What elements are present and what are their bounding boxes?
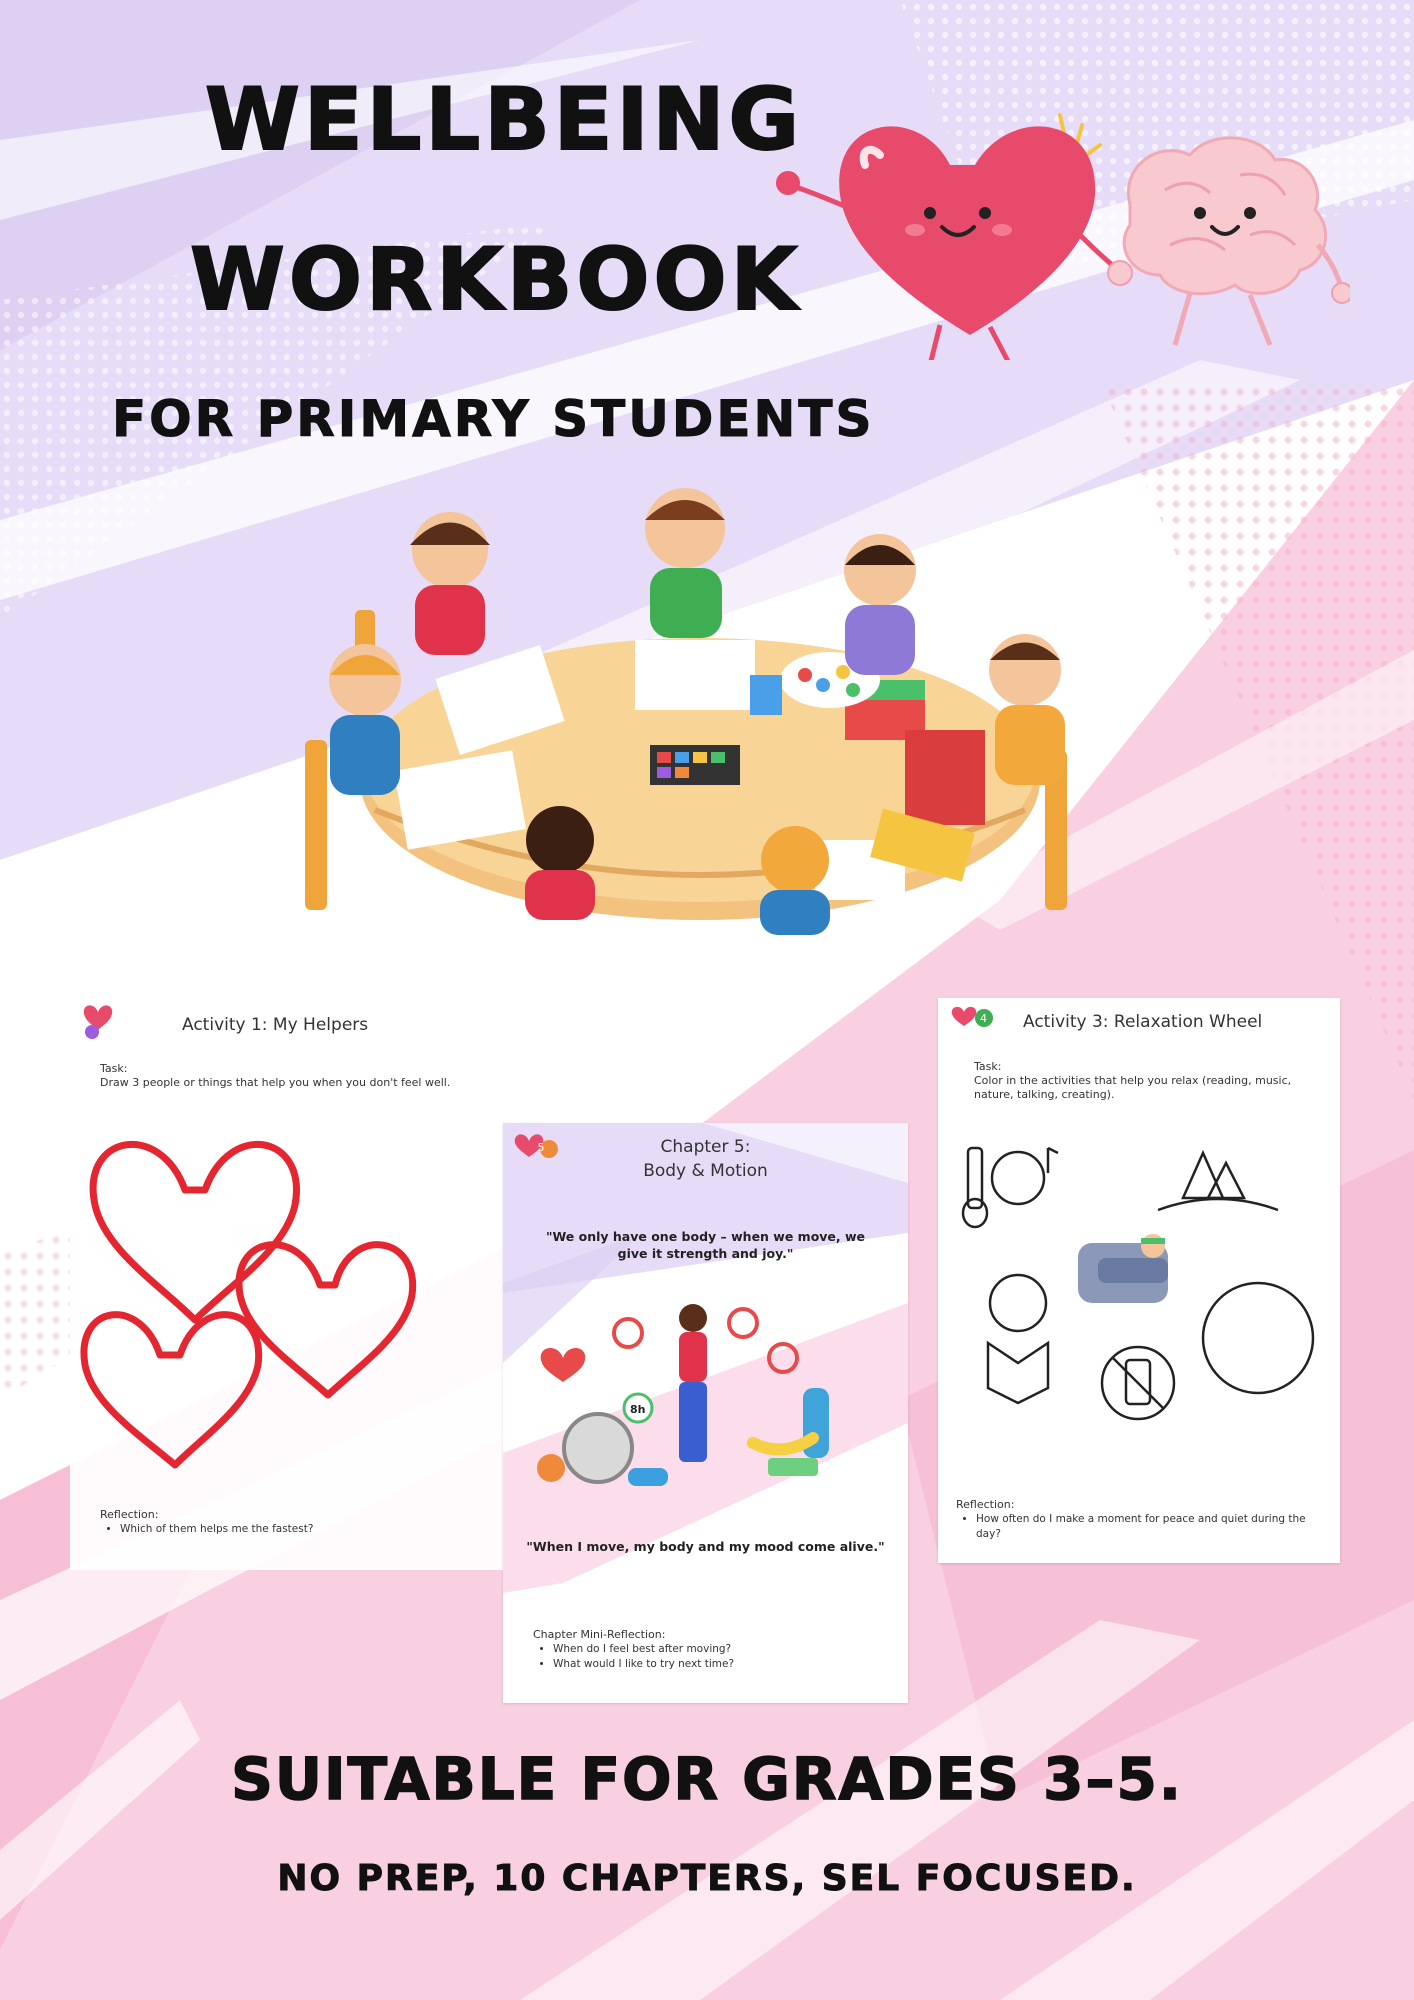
- timer-label: 8h: [630, 1403, 646, 1416]
- reflection-label: Chapter Mini-Reflection:: [533, 1628, 666, 1641]
- features-tagline: NO PREP, 10 CHAPTERS, SEL FOCUSED.: [277, 1858, 1137, 1899]
- heart-character-icon: [776, 126, 1118, 360]
- title-line-2: WORKBOOK: [190, 230, 802, 330]
- task-label: Task:: [100, 1062, 128, 1075]
- reflection-item: • When do I feel best after moving?: [553, 1642, 879, 1657]
- reflection-list: [106, 1522, 486, 1537]
- reflection-item: • How often do I make a moment for peace and quiet during the day?: [976, 1512, 1332, 1542]
- title-line-1: WELLBEING: [205, 70, 804, 170]
- hearts-drawing-icon: [80, 1110, 460, 1510]
- reflection-item: • Which of them helps me the fastest?: [120, 1522, 486, 1537]
- task-text: Draw 3 people or things that help you when you don't feel well.: [100, 1076, 451, 1089]
- reflection-label: Reflection:: [956, 1498, 1015, 1511]
- subtitle: FOR PRIMARY STUDENTS: [112, 390, 875, 448]
- task-label: Task:: [974, 1060, 1002, 1073]
- activity-3-page: [938, 998, 1340, 1563]
- reflection-label: Reflection:: [100, 1508, 159, 1521]
- chapter-heading-line-1: Chapter 5:: [660, 1137, 751, 1157]
- kids-at-table-illustration: [305, 480, 1105, 940]
- brain-character-icon: [1108, 138, 1350, 345]
- reflection-item: • What would I like to try next time?: [553, 1657, 879, 1672]
- activity-heading: Activity 3: Relaxation Wheel: [1023, 1012, 1263, 1032]
- badge-number: 4: [980, 1012, 987, 1025]
- activity-heading: Activity 1: My Helpers: [182, 1015, 369, 1035]
- badge-number: 5: [537, 1141, 545, 1154]
- body-motion-illustration: [533, 1298, 878, 1498]
- task-text: Color in the activities that help you relax (reading, music, nature, talking, creating).: [974, 1074, 1292, 1101]
- activity-1-page: [70, 990, 515, 1570]
- chapter-5-page: [503, 1123, 908, 1703]
- chapter-quote-1: "We only have one body – when we move, we give it strength and joy.": [545, 1229, 866, 1261]
- heart-brain-mascot-illustration: [770, 95, 1350, 360]
- relaxation-activities-drawing-icon: [948, 1128, 1328, 1438]
- reflection-list: [962, 1512, 1332, 1542]
- chapter-quote-2: "When I move, my body and my mood come alive.": [526, 1539, 885, 1554]
- grades-tagline: SUITABLE FOR GRADES 3–5.: [231, 1745, 1183, 1813]
- chapter-heading-line-2: Body & Motion: [643, 1161, 768, 1181]
- reflection-list: [539, 1642, 879, 1672]
- badge-number: 8: [81, 1017, 87, 1027]
